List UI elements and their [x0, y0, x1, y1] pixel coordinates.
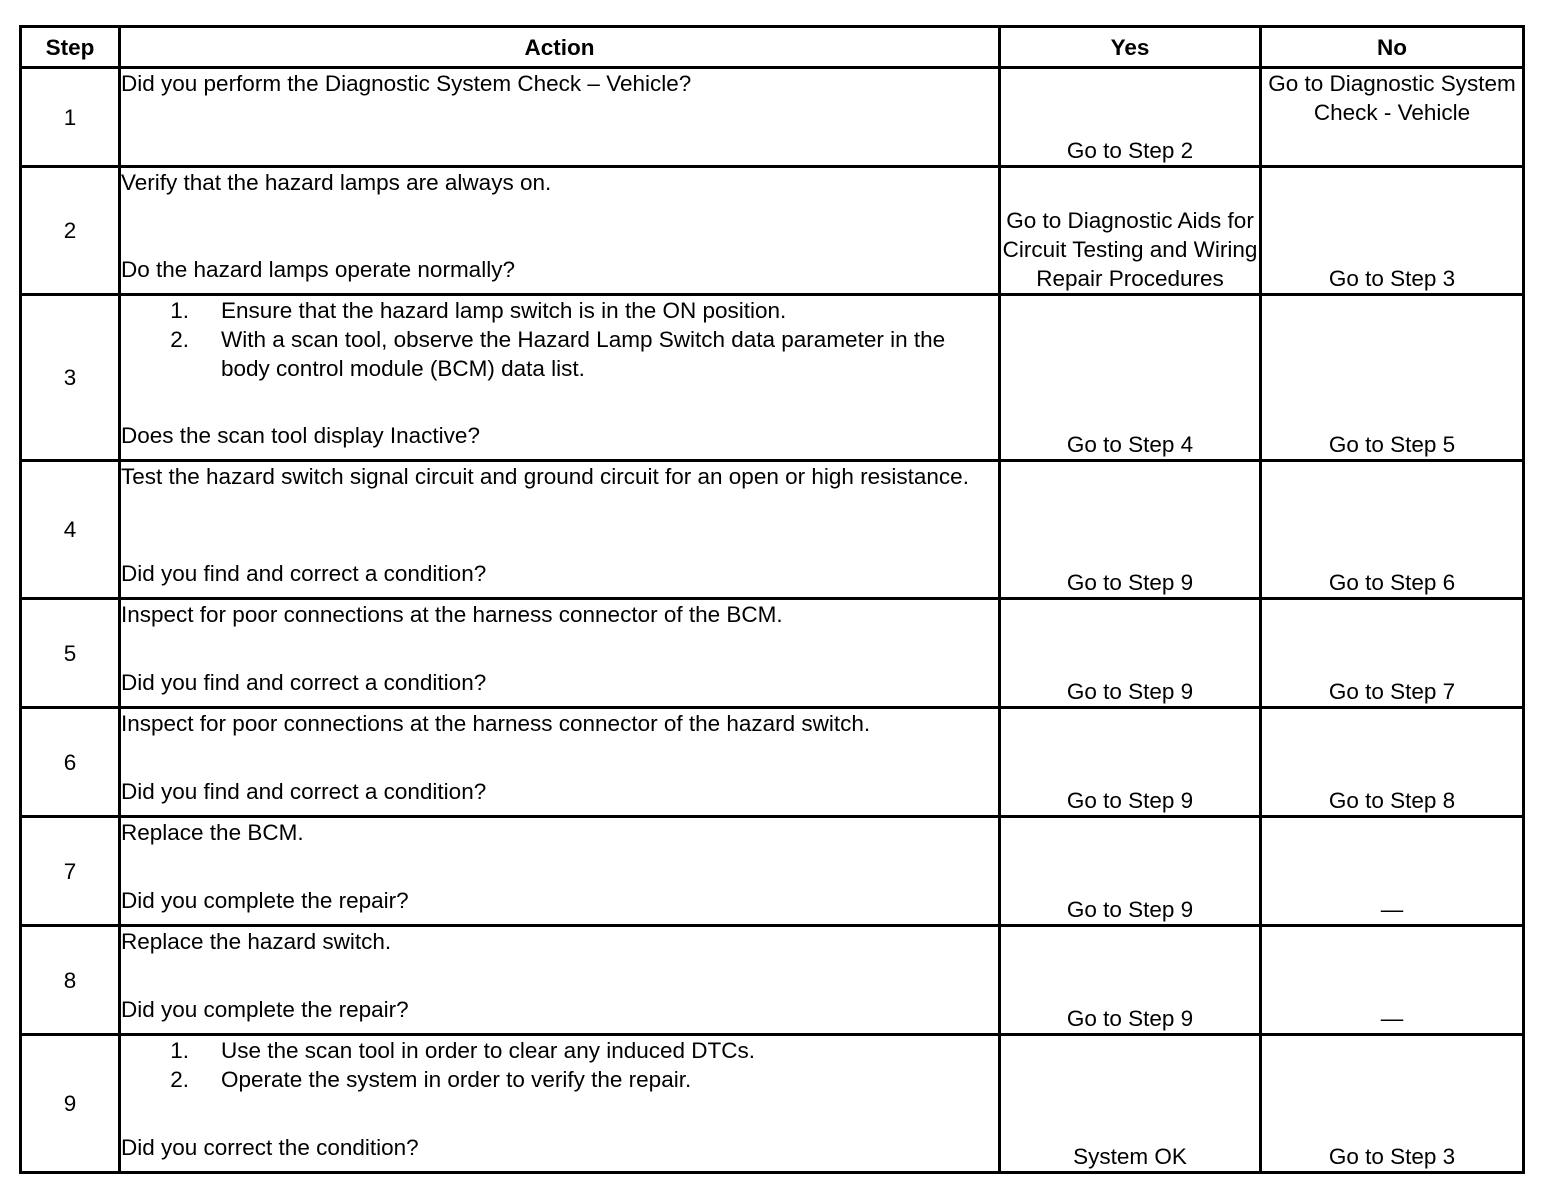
yes-result: Go to Step 9	[1000, 461, 1261, 599]
yes-result: Go to Diagnostic Aids for Circuit Testing and Wiring Repair Procedures	[1000, 167, 1261, 295]
table-row	[21, 68, 1524, 167]
list-item-text: Operate the system in order to verify the repair.	[221, 1067, 692, 1092]
no-result: Go to Step 3	[1261, 1035, 1524, 1173]
table-row	[21, 295, 1524, 461]
yes-result: Go to Step 9	[1000, 599, 1261, 708]
table-row	[21, 461, 1524, 599]
action-cell	[120, 1035, 1000, 1173]
header-step: Step	[21, 27, 120, 68]
action-cell	[120, 167, 1000, 295]
action-cell	[120, 817, 1000, 926]
action-question: Did you find and correct a condition?	[121, 561, 487, 586]
list-item	[121, 1036, 998, 1065]
list-item	[121, 296, 998, 325]
yes-result: Go to Step 9	[1000, 926, 1261, 1035]
action-cell	[120, 926, 1000, 1035]
action-cell	[120, 599, 1000, 708]
step-number: 3	[21, 295, 120, 461]
diagnostic-table	[19, 25, 1525, 1174]
step-number: 1	[21, 68, 120, 167]
list-item-text: Ensure that the hazard lamp switch is in the ON position.	[221, 298, 787, 323]
action-text: Test the hazard switch signal circuit and ground circuit for an open or high resistance.	[121, 464, 969, 489]
action-question: Do the hazard lamps operate normally?	[121, 257, 515, 282]
list-item	[121, 325, 998, 383]
no-result: Go to Step 6	[1261, 461, 1524, 599]
header-row	[21, 27, 1524, 68]
action-text: Inspect for poor connections at the harness connector of the BCM.	[121, 602, 783, 627]
action-text: Inspect for poor connections at the harness connector of the hazard switch.	[121, 711, 871, 736]
action-cell	[120, 708, 1000, 817]
no-result: Go to Diagnostic System Check - Vehicle	[1261, 68, 1524, 167]
step-number: 7	[21, 817, 120, 926]
table-row	[21, 599, 1524, 708]
table-row	[21, 926, 1524, 1035]
yes-result: Go to Step 4	[1000, 295, 1261, 461]
step-number: 2	[21, 167, 120, 295]
action-list	[121, 296, 998, 383]
no-result: Go to Step 8	[1261, 708, 1524, 817]
action-question: Did you complete the repair?	[121, 997, 409, 1022]
header-action: Action	[120, 27, 1000, 68]
table-row	[21, 167, 1524, 295]
yes-result: Go to Step 2	[1000, 68, 1261, 167]
action-question: Did you complete the repair?	[121, 888, 409, 913]
list-item-text: With a scan tool, observe the Hazard Lamp Switch data parameter in the body control module (BCM) data list.	[221, 327, 946, 381]
list-item-number: 1.	[170, 298, 189, 323]
table-body	[21, 68, 1524, 1173]
no-result: —	[1261, 926, 1524, 1035]
action-question: Does the scan tool display Inactive?	[121, 423, 480, 448]
table-row	[21, 1035, 1524, 1173]
list-item-number: 2.	[170, 327, 189, 352]
table-row	[21, 708, 1524, 817]
action-question: Did you correct the condition?	[121, 1135, 419, 1160]
action-cell	[120, 68, 1000, 167]
action-question: Did you find and correct a condition?	[121, 670, 487, 695]
table-row	[21, 817, 1524, 926]
no-result: Go to Step 3	[1261, 167, 1524, 295]
header-yes: Yes	[1000, 27, 1261, 68]
step-number: 6	[21, 708, 120, 817]
no-result: Go to Step 7	[1261, 599, 1524, 708]
action-text: Replace the hazard switch.	[121, 929, 392, 954]
step-number: 9	[21, 1035, 120, 1173]
action-text: Verify that the hazard lamps are always on.	[121, 170, 552, 195]
header-no: No	[1261, 27, 1524, 68]
step-number: 4	[21, 461, 120, 599]
no-result: —	[1261, 817, 1524, 926]
list-item-number: 2.	[170, 1067, 189, 1092]
action-question: Did you find and correct a condition?	[121, 779, 487, 804]
action-cell	[120, 461, 1000, 599]
step-number: 5	[21, 599, 120, 708]
yes-result: Go to Step 9	[1000, 708, 1261, 817]
step-number: 8	[21, 926, 120, 1035]
list-item-text: Use the scan tool in order to clear any induced DTCs.	[221, 1038, 756, 1063]
yes-result: Go to Step 9	[1000, 817, 1261, 926]
yes-result: System OK	[1000, 1035, 1261, 1173]
action-list	[121, 1036, 998, 1094]
no-result: Go to Step 5	[1261, 295, 1524, 461]
action-cell	[120, 295, 1000, 461]
action-text: Replace the BCM.	[121, 820, 304, 845]
list-item	[121, 1065, 998, 1094]
action-text: Did you perform the Diagnostic System Check – Vehicle?	[121, 71, 692, 96]
list-item-number: 1.	[170, 1038, 189, 1063]
